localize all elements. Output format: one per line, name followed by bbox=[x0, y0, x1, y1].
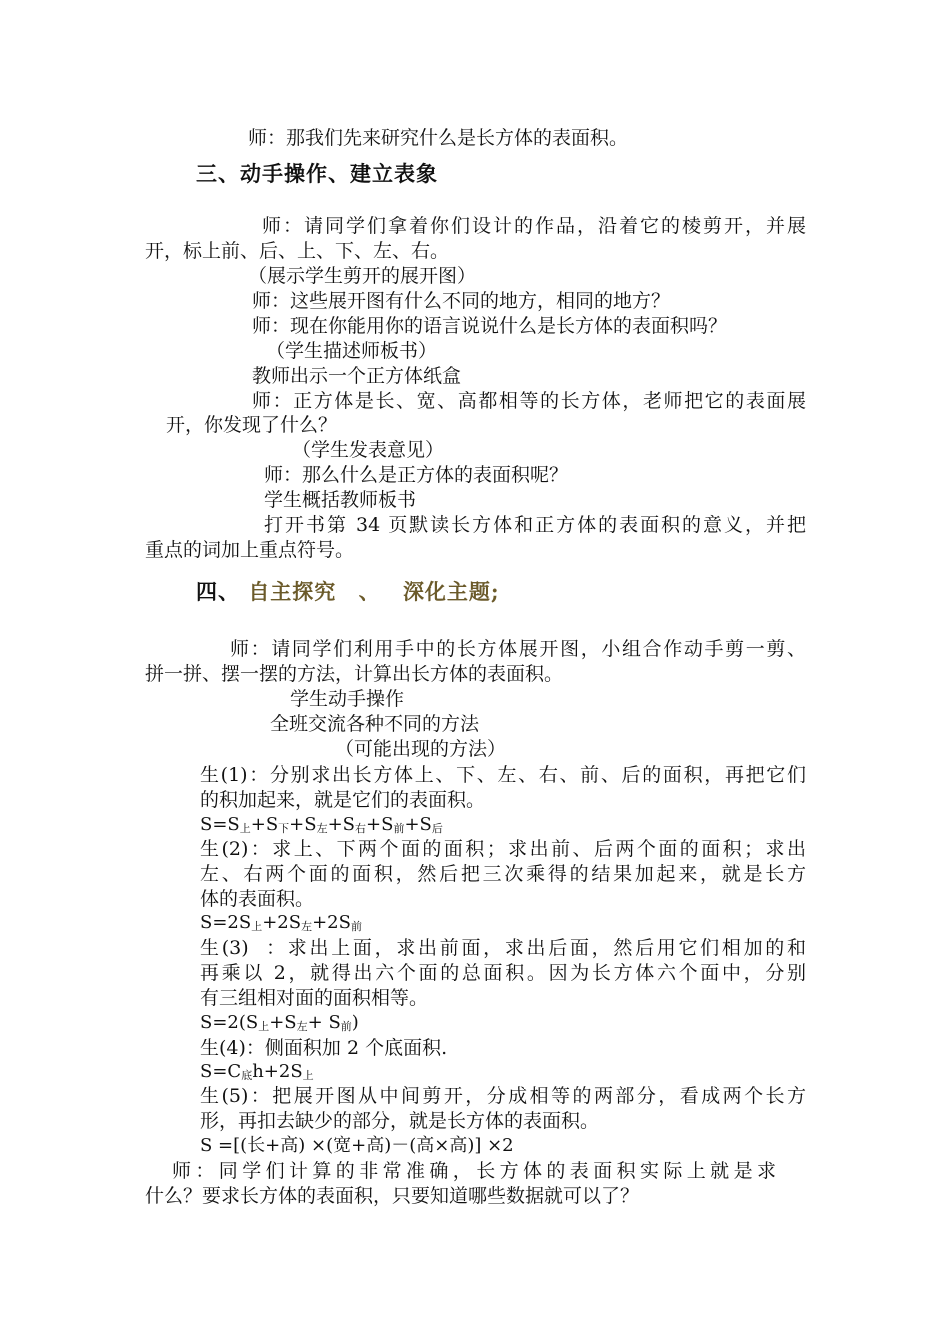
method-text: 形，再扣去缺少的部分，就是长方体的表面积。 bbox=[200, 1110, 600, 1132]
paragraph: 师：正方体是长、宽、高都相等的长方体，老师把它的表面展 bbox=[252, 390, 806, 412]
paragraph: 重点的词加上重点符号。 bbox=[145, 539, 355, 561]
paragraph: 师：那么什么是正方体的表面积呢？ bbox=[264, 464, 569, 486]
paragraph: （学生发表意见） bbox=[292, 439, 445, 461]
paragraph: 师：同学们计算的非常准确，长方体的表面积实际上就是求 bbox=[172, 1160, 776, 1182]
formula: $S=2S_上+2S_左+2S_前$ bbox=[200, 912, 362, 933]
paragraph: 什么？要求长方体的表面积，只要知道哪些数据就可以了？ bbox=[145, 1185, 640, 1207]
paragraph: 师：现在你能用你的语言说说什么是长方体的表面积吗？ bbox=[252, 315, 728, 337]
paragraph: 师：请同学们利用手中的长方体展开图，小组合作动手剪一剪、 bbox=[230, 638, 806, 660]
heading-separator: 、 bbox=[358, 579, 381, 604]
method-text: 生(1)：分别求出长方体上、下、左、右、前、后的面积，再把它们 bbox=[200, 764, 806, 786]
paragraph: 师：请同学们拿着你们设计的作品，沿着它的棱剪开，并展 bbox=[262, 215, 806, 237]
method-text: 的积加起来，就是它们的表面积。 bbox=[200, 789, 486, 811]
paragraph: 师：这些展开图有什么不同的地方，相同的地方？ bbox=[252, 290, 671, 312]
method-text: 左、右两个面的面积，然后把三次乘得的结果加起来，就是长方 bbox=[200, 863, 806, 885]
paragraph: 全班交流各种不同的方法 bbox=[270, 713, 480, 735]
paragraph: 开，标上前、后、上、下、左、右。 bbox=[145, 240, 450, 262]
formula: S =[(长+高) ×(宽+高)－(高×高)] ×2 bbox=[200, 1135, 514, 1156]
section-heading bbox=[196, 580, 500, 604]
formula: $S=2(S_上+S_左+ S_前)$ bbox=[200, 1012, 359, 1033]
heading-part: 深化主题; bbox=[402, 579, 500, 604]
formula: $S=C_底h+2S_上$ bbox=[200, 1061, 314, 1082]
method-text: 生(4)：侧面积加 2 个底面积. bbox=[200, 1037, 448, 1059]
paragraph: （展示学生剪开的展开图） bbox=[248, 265, 477, 287]
method-text: 体的表面积。 bbox=[200, 888, 315, 910]
method-text: 生(2)：求上、下两个面的面积；求出前、后两个面的面积；求出 bbox=[200, 838, 806, 860]
method-text: 生(3) ：求出上面，求出前面，求出后面，然后用它们相加的和 bbox=[200, 937, 806, 959]
method-text: 有三组相对面的面积相等。 bbox=[200, 987, 429, 1009]
section-heading: 三、动手操作、建立表象 bbox=[196, 161, 438, 186]
paragraph: 学生动手操作 bbox=[290, 688, 405, 710]
paragraph: （学生描述师板书） bbox=[266, 340, 438, 362]
section-number: 四、 bbox=[196, 579, 240, 604]
formula: $S=S_上+S_下+S_左+S_右+S_前+S_后$ bbox=[200, 814, 443, 835]
paragraph: 拼一拼、摆一摆的方法，计算出长方体的表面积。 bbox=[145, 663, 564, 685]
paragraph: （可能出现的方法） bbox=[335, 738, 507, 760]
method-text: 再乘以 2，就得出六个面的总面积。因为长方体六个面中，分别 bbox=[200, 962, 806, 984]
paragraph: 师：那我们先来研究什么是长方体的表面积。 bbox=[248, 127, 629, 149]
paragraph: 开，你发现了什么？ bbox=[166, 414, 338, 436]
paragraph: 打开书第 34 页默读长方体和正方体的表面积的意义，并把 bbox=[264, 514, 806, 536]
heading-part: 自主探究 bbox=[248, 579, 337, 604]
paragraph: 学生概括教师板书 bbox=[264, 489, 417, 511]
paragraph: 教师出示一个正方体纸盒 bbox=[252, 365, 462, 387]
method-text: 生(5)：把展开图从中间剪开，分成相等的两部分，看成两个长方 bbox=[200, 1085, 806, 1107]
